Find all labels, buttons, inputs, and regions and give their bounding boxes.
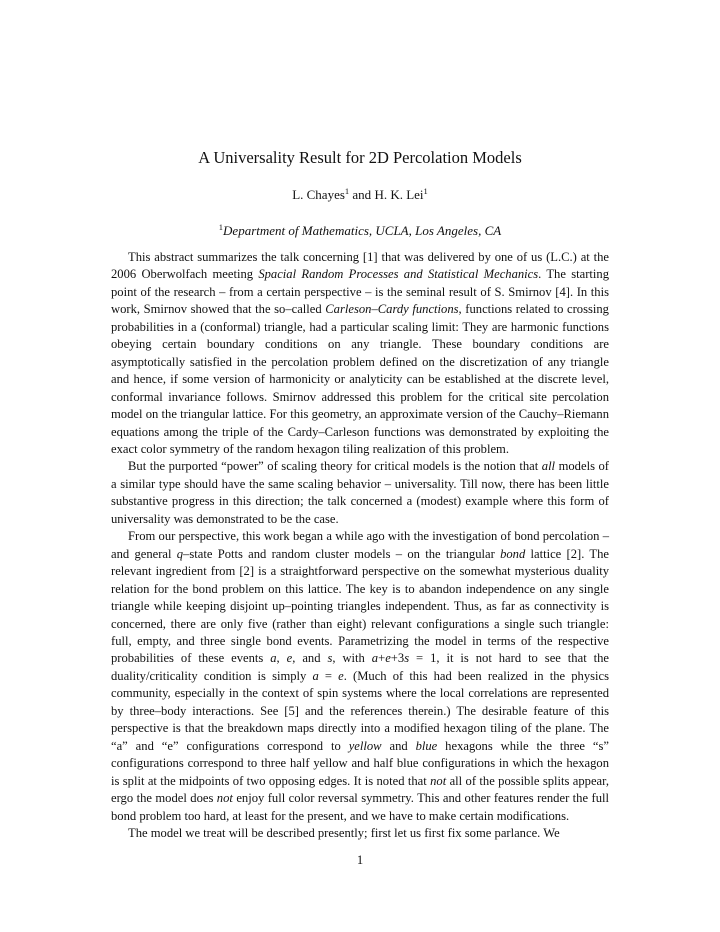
- body-paragraph: [111, 458, 609, 528]
- body-paragraph: [111, 249, 609, 458]
- text-run: But the purported “power” of scaling theory for critical models is the notion that: [128, 459, 542, 474]
- emphasized-text: yellow: [348, 738, 382, 753]
- emphasized-text: not: [430, 773, 447, 788]
- text-run: all of the possible splits appear, ergo the model does: [111, 773, 609, 806]
- emphasized-text: bond: [500, 546, 526, 561]
- affiliation-line: [0, 222, 720, 240]
- text-run: –state Potts and random cluster models – on the triangular: [183, 546, 501, 561]
- emphasized-text: q: [176, 546, 184, 561]
- text-run: +3: [390, 651, 405, 666]
- emphasized-text: Carleson–Cardy functions: [325, 302, 459, 317]
- text-run: and: [381, 738, 416, 753]
- body-paragraph: [111, 825, 609, 842]
- emphasized-text: a: [312, 668, 319, 683]
- emphasized-text: e: [338, 668, 344, 683]
- text-run: enjoy full color reversal symmetry. This and other features render the full bond problem too hard, at least for the present, and we have to make certain modifications.: [111, 791, 609, 823]
- author-name: H. K. Lei: [374, 187, 424, 202]
- text-run: lattice [2]. The relevant ingredient from [2] is a straightforward perspective on the somewhat mysterious duality relation for the bond problem on this lattice. The key is to abandon independence on any single triangle while keeping disjoint up–pointing triangles independent. Thus, as far as connectivity is concerned, there are only five (rather than eight) relevant configurations a single such triangle: full, empty, and three single bond events. Parametrizing the model in terms of the respective probabilities of these events: [111, 546, 609, 666]
- emphasized-text: Spacial Random Processes and Statistical Mechanics: [258, 267, 539, 282]
- text-run: , functions related to crossing probabilities in a (conformal) triangle, had a particular scaling limit: They are harmonic functions obeying certain boundary conditions on any triangle. These boundary conditions are asymptotically satisfied in the percolation problem defined on the discretization of any triangle and hence, if some version of harmonicity or analyticity can be established at the discrete level, conformal invariance follows. Smirnov addressed this problem for the critical site percolation model on the triangular lattice. For this geometry, an approximate version of the Cauchy–Riemann equations among the triple of the Cardy–Carleson functions was demonstrated by exploiting the exact color symmetry of the random hexagon tiling realization of this problem.: [111, 302, 609, 456]
- emphasized-text: blue: [415, 738, 438, 753]
- paper-title: A Universality Result for 2D Percolation Models: [198, 148, 522, 167]
- body-paragraph: [111, 528, 609, 825]
- emphasized-text: not: [216, 791, 233, 806]
- author-name: L. Chayes: [292, 187, 345, 202]
- emphasized-text: all: [541, 459, 556, 474]
- text-run: From our perspective, this work began a while ago with the investigation of bond percolation – and general: [111, 529, 609, 561]
- text-run: ,: [276, 651, 287, 666]
- emphasized-text: s: [404, 651, 410, 666]
- text-run: models of a similar type should have the same scaling behavior – universality. Till now, there has been little substantive progress in this direction; the talk concerned a (modest) example where this form of universality was demonstrated to be the case.: [111, 459, 609, 526]
- affiliation-text: Department of Mathematics, UCLA, Los Angeles, CA: [223, 223, 502, 238]
- emphasized-text: a: [371, 651, 379, 666]
- affiliation-marker: 1: [344, 186, 350, 196]
- page-number: 1: [356, 853, 364, 867]
- affiliation-marker: 1: [218, 222, 224, 232]
- author-separator: and: [349, 187, 375, 202]
- text-run: , and: [292, 651, 328, 666]
- text-run: . The starting point of the research – from a certain perspective – is the seminal result of S. Smirnov [4]. In this work, Smirnov showed that the so–called: [111, 267, 609, 317]
- emphasized-text: e: [385, 651, 391, 666]
- author-line: [0, 186, 720, 204]
- text-run: = 1, it is not hard to see that the duality/criticality condition is simply: [111, 651, 610, 683]
- text-run: , with: [332, 651, 372, 666]
- emphasized-text: s: [327, 651, 333, 666]
- emphasized-text: a: [270, 651, 277, 666]
- text-run: . (Much of this had been realized in the physics community, especially in the context of spin systems where the local correlations are represented by three–body interactions. See [5] and the references therein.) The desirable feature of this perspective is that the breakdown maps directly into a modified hexagon tiling of the plane. The “a” and “e” configurations correspond to: [111, 668, 610, 753]
- emphasized-text: e: [286, 651, 293, 666]
- text-run: This abstract summarizes the talk concerning [1] that was delivered by one of us (L.C.) at the 2006 Oberwolfach meeting: [111, 250, 609, 282]
- affiliation-marker: 1: [423, 186, 428, 196]
- text-run: =: [318, 668, 339, 683]
- text-run: hexagons while the three “s” configurations correspond to three half yellow and half blue configurations in which the hexagon is split at the midpoints of two opposing edges. It is noted that: [111, 738, 610, 788]
- abstract-body: [111, 249, 609, 842]
- text-run: +: [378, 651, 386, 666]
- text-run: The model we treat will be described presently; first let us first fix some parlance. We: [128, 825, 560, 840]
